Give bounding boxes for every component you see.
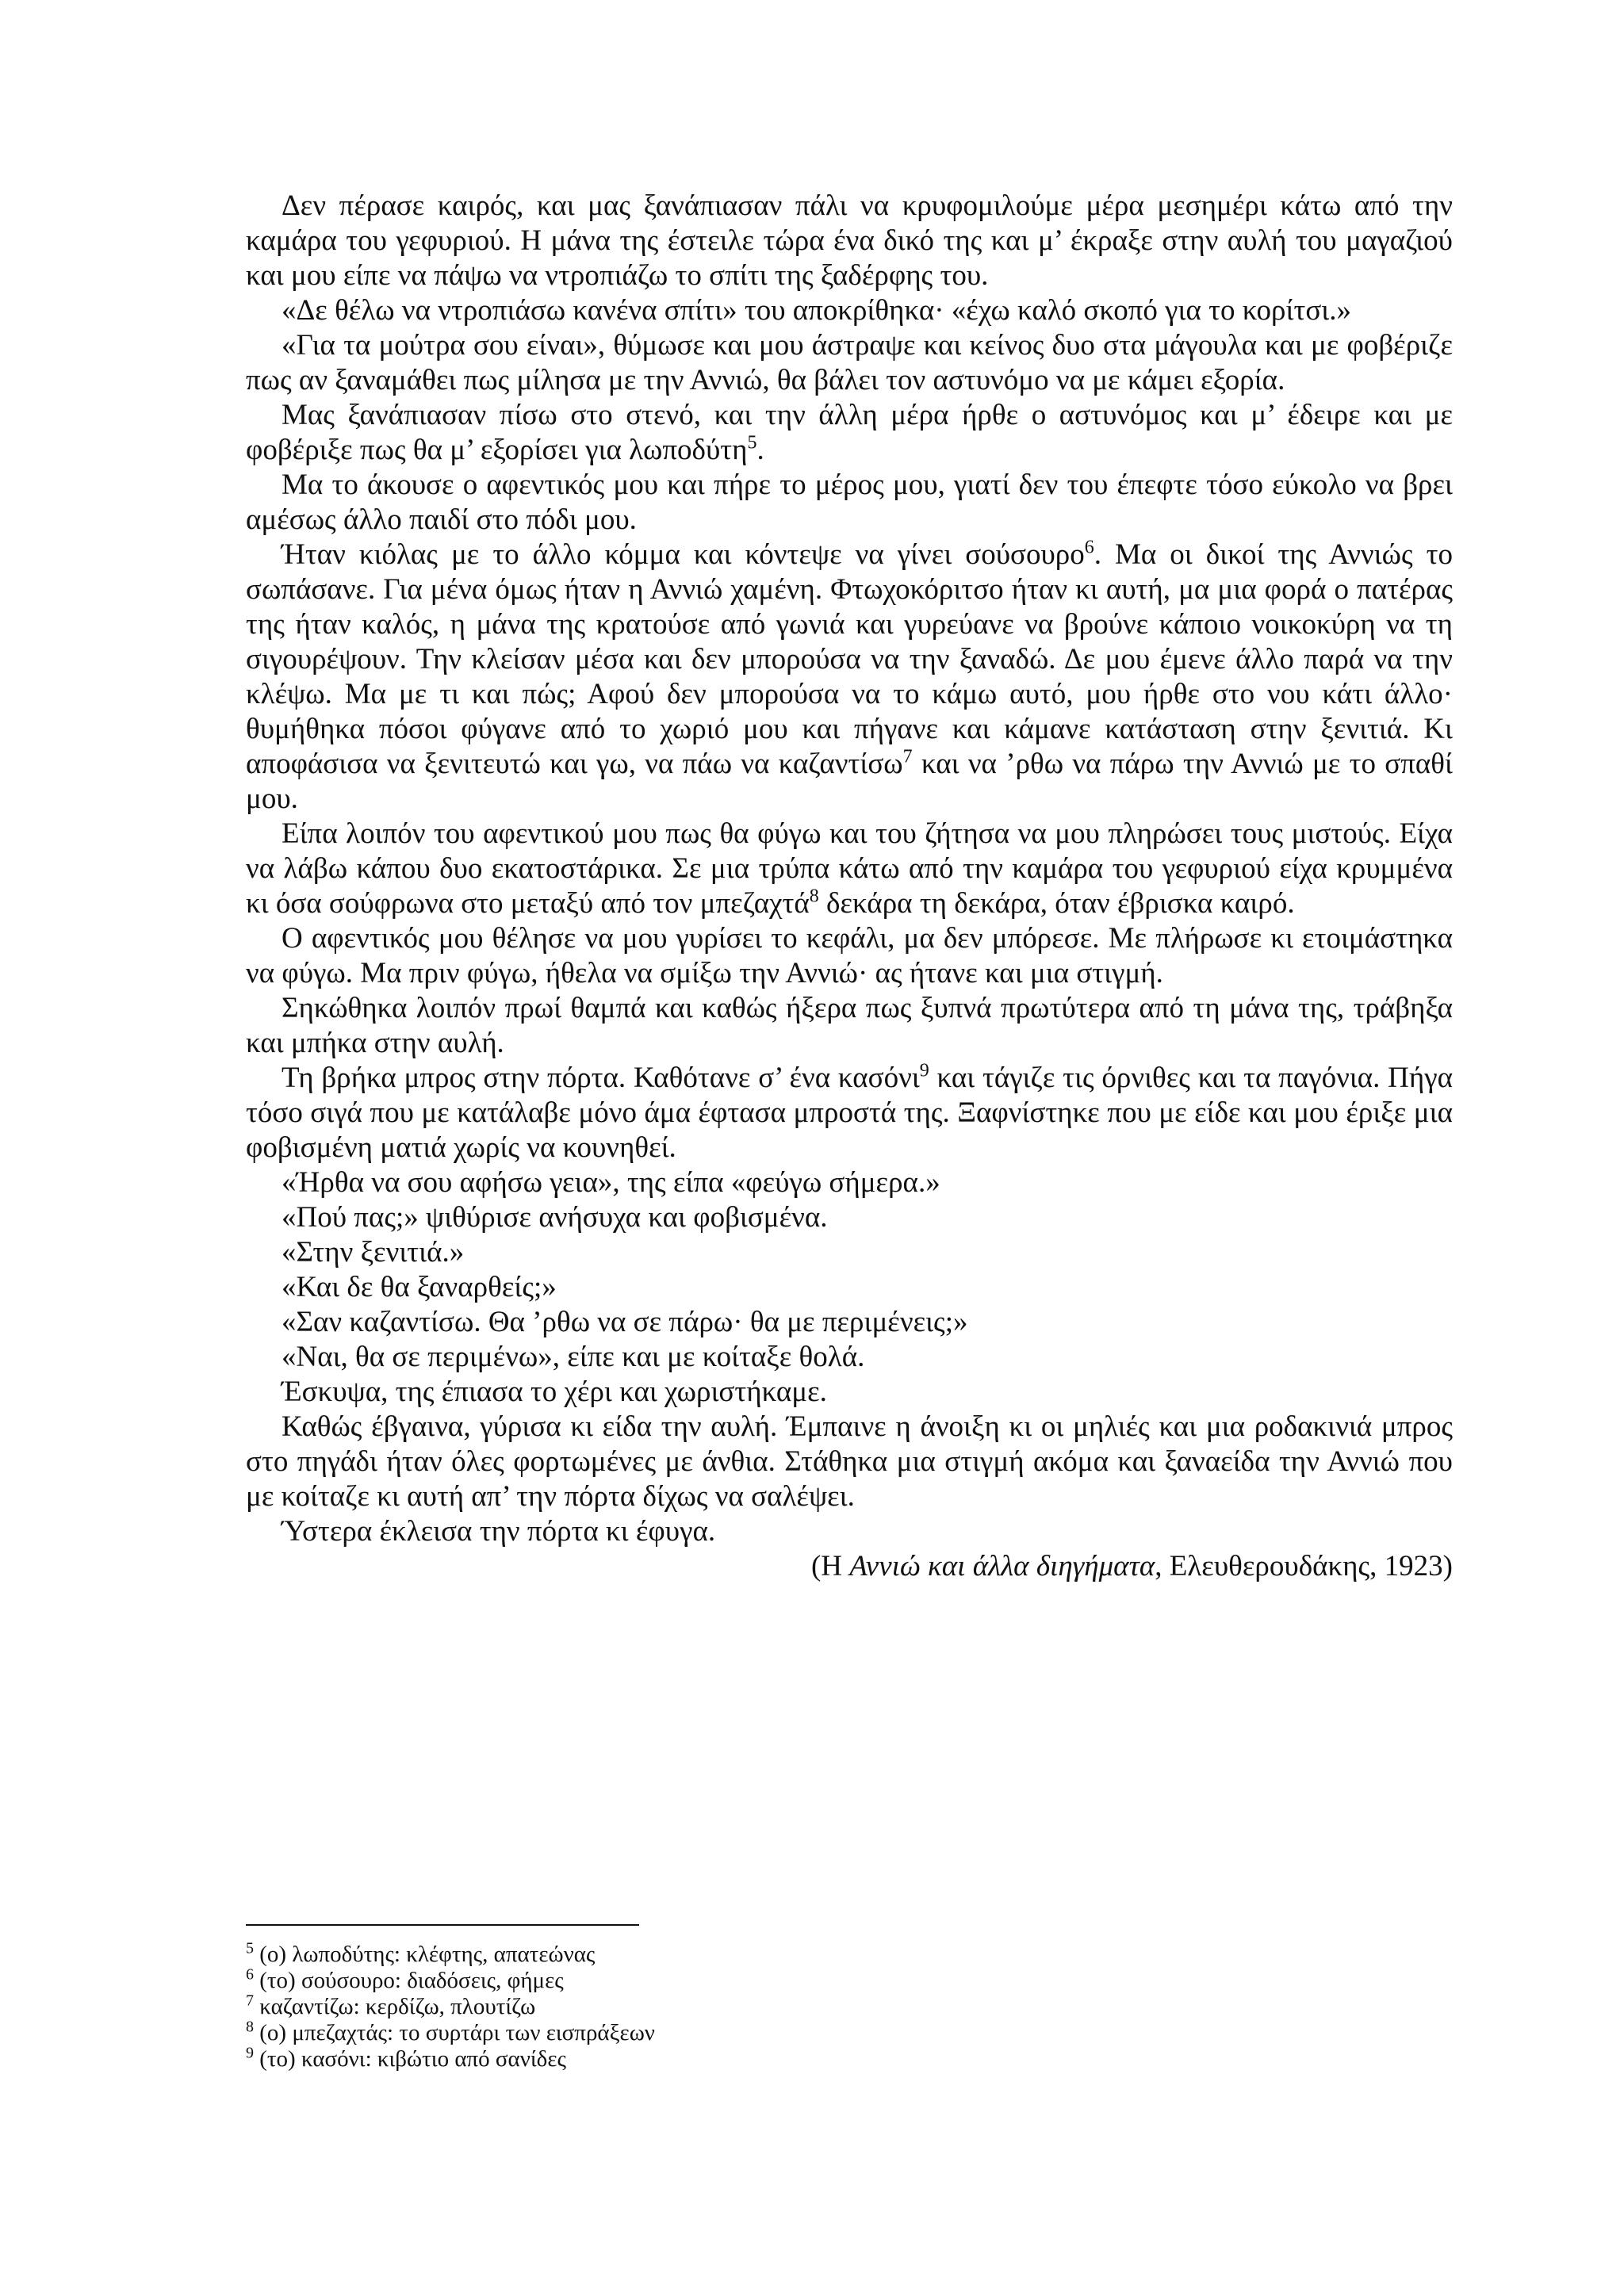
book-title: Αννιώ και άλλα διηγήματα [849,1550,1155,1582]
dialogue-line: «Ναι, θα σε περιμένω», είπε και με κοίταξε θολά. [282,1341,865,1373]
footnote: $^8$ (ο) μπεζαχτάς: το συρτάρι των εισπράξεων [246,2018,655,2045]
dialogue-line: «Ήρθα να σου αφήσω γεια», της είπα «φεύγω σήμερα.» [282,1166,940,1199]
footnote-ref: 6 [1084,537,1094,558]
dialogue-line: «Στην ξενιτιά.» [282,1236,465,1269]
paragraph: Τη βρήκα μπρος στην πόρτα. Καθότανε σ’ ένα κασόνι$^9$ και τάγιζε τις όρνιθες και τα παγόνια. Πήγα τόσο σιγά που με κατάλαβε μόνο άμα έφτασα μπροστά της. Ξαφνίστηκε που με είδε και μου έριξε μια φοβισμένη ματιά χωρίς να κουνηθεί. [246,1060,1453,1164]
footnotes [246,1939,1453,2072]
dialogue-line: «Πού πας;» ψιθύρισε ανήσυχα και φοβισμένα. [282,1201,828,1234]
footnote: $^5$ (ο) λωποδύτης: κλέφτης, απατεώνας [246,1939,596,1967]
footnote-ref: 7 [902,746,913,767]
paragraph: Έσκυψα, της έπιασα το χέρι και χωριστήκαμε. [282,1376,827,1408]
paragraph: Ο αφεντικός μου θέλησε να μου γυρίσει το κεφάλι, μα δεν μπόρεσε. Με πλήρωσε κι ετοιμάστηκα να φύγω. Μα πριν φύγω, ήθελα να σμίξω την Αννιώ· ας ήτανε και μια στιγμή. [246,922,1453,989]
dialogue-line: «Σαν καζαντίσω. Θα ’ρθω να σε πάρω· θα με περιμένεις;» [282,1306,968,1338]
footnote: $^6$ (το) σούσουρο: διαδόσεις, φήμες [246,1965,564,1993]
dialogue-line: «Και δε θα ξαναρθείς;» [282,1271,557,1303]
footnote: $^9$ (το) κασόνι: κιβώτιο από σανίδες [246,2044,566,2072]
footnote-number: 9 [246,2044,254,2062]
footnote-ref: 5 [747,432,757,453]
paragraph: Σηκώθηκα λοιπόν πρωί θαμπά και καθώς ήξερα πως ξυπνά πρωτύτερα από τη μάνα της, τράβηξα και μπήκα στην αυλή. [246,992,1453,1059]
source-citation: (Η Αννιώ και άλλα διηγήματα, Ελευθερουδάκης, 1923) [810,1550,1453,1582]
story-text [246,189,1453,1584]
footnote-ref: 9 [919,1060,929,1081]
footnote-number: 7 [246,1992,254,2010]
paragraph: Είπα λοιπόν του αφεντικού μου πως θα φύγω και του ζήτησα να μου πληρώσει τους μιστούς. Είχα να λάβω κάπου δυο εκατοστάρικα. Σε μια τρύπα κάτω από την καμάρα του γεφυριού είχα κρυμμένα κι όσα σούφρωνα στο μεταξύ από τον μπεζαχτά$^8$ δεκάρα τη δεκάρα, όταν έβρισκα καιρό. [246,817,1453,920]
footnote-number: 6 [246,1965,254,1984]
footnote: $^7$ καζαντίζω: κερδίζω, πλουτίζω [246,1992,536,2019]
footnote-ref: 8 [809,886,819,907]
paragraph: Καθώς έβγαινα, γύρισα κι είδα την αυλή. Έμπαινε η άνοιξη κι οι μηλιές και μια ροδακινιά μπρος στο πηγάδι ήταν όλες φορτωμένες με άνθια. Στάθηκα μια στιγμή ακόμα και ξαναείδα την Αννιώ που με κοίταζε κι αυτή απ’ την πόρτα δίχως να σαλέψει. [246,1410,1453,1513]
footnote-separator [246,1924,639,1926]
paragraph: Μας ξανάπιασαν πίσω στο στενό, και την άλλη μέρα ήρθε ο αστυνόμος και μ’ έδειρε και με φοβέριξε πως θα μ’ εξορίσει για λωποδύτη$^5$. [246,399,1453,466]
paragraph: Ύστερα έκλεισα την πόρτα κι έφυγα. [282,1515,716,1548]
footnote-number: 5 [246,1939,254,1957]
footnote-number: 8 [246,2018,254,2036]
paragraph: Μα το άκουσε ο αφεντικός μου και πήρε το μέρος μου, γιατί δεν του έπεφτε τόσο εύκολο να βρει αμέσως άλλο παιδί στο πόδι μου. [246,469,1453,536]
paragraph: «Δε θέλω να ντροπιάσω κανένα σπίτι» του αποκρίθηκα· «έχω καλό σκοπό για το κορίτσι.» [282,294,1351,327]
paragraph: Ήταν κιόλας με το άλλο κόμμα και κόντεψε να γίνει σούσουρο$^6$. Μα οι δικοί της Αννιώς το σωπάσανε. Για μένα όμως ήταν η Αννιώ χαμένη. Φτωχοκόριτσο ήταν κι αυτή, μα μια φορά ο πατέρας της ήταν καλός, η μάνα της κρατούσε από γωνιά και γυρεύανε να βρούνε κάποιο νοικοκύρη να τη σιγουρέψουν. Την κλείσαν μέσα και δεν μπορούσα να την ξαναδώ. Δε μου έμενε άλλο παρά να την κλέψω. Μα με τι και πώς; Αφού δεν μπορούσα να το κάμω αυτό, μου ήρθε στο νου κάτι άλλο· θυμήθηκα πόσοι φύγανε από το χωριό μου και πήγανε και κάμανε κατάσταση στην ξενιτιά. Κι αποφάσισα να ξενιτευτώ και γω, να πάω να καζαντίσω$^7$ και να ’ρθω να πάρω την Αννιώ με το σπαθί μου. [246,537,1453,815]
paragraph: «Για τα μούτρα σου είναι», θύμωσε και μου άστραψε και κείνος δυο στα μάγουλα και με φοβέριζε πως αν ξαναμάθει πως μίλησα με την Αννιώ, θα βάλει τον αστυνόμο να με κάμει εξορία. [246,329,1453,396]
paragraph: Δεν πέρασε καιρός, και μας ξανάπιασαν πάλι να κρυφομιλούμε μέρα μεσημέρι κάτω από την καμάρα του γεφυριού. Η μάνα της έστειλε τώρα ένα δικό της και μ’ έκραξε στην αυλή του μαγαζιού και μου είπε να πάψω να ντροπιάζω το σπίτι της ξαδέρφης του. [246,189,1453,292]
